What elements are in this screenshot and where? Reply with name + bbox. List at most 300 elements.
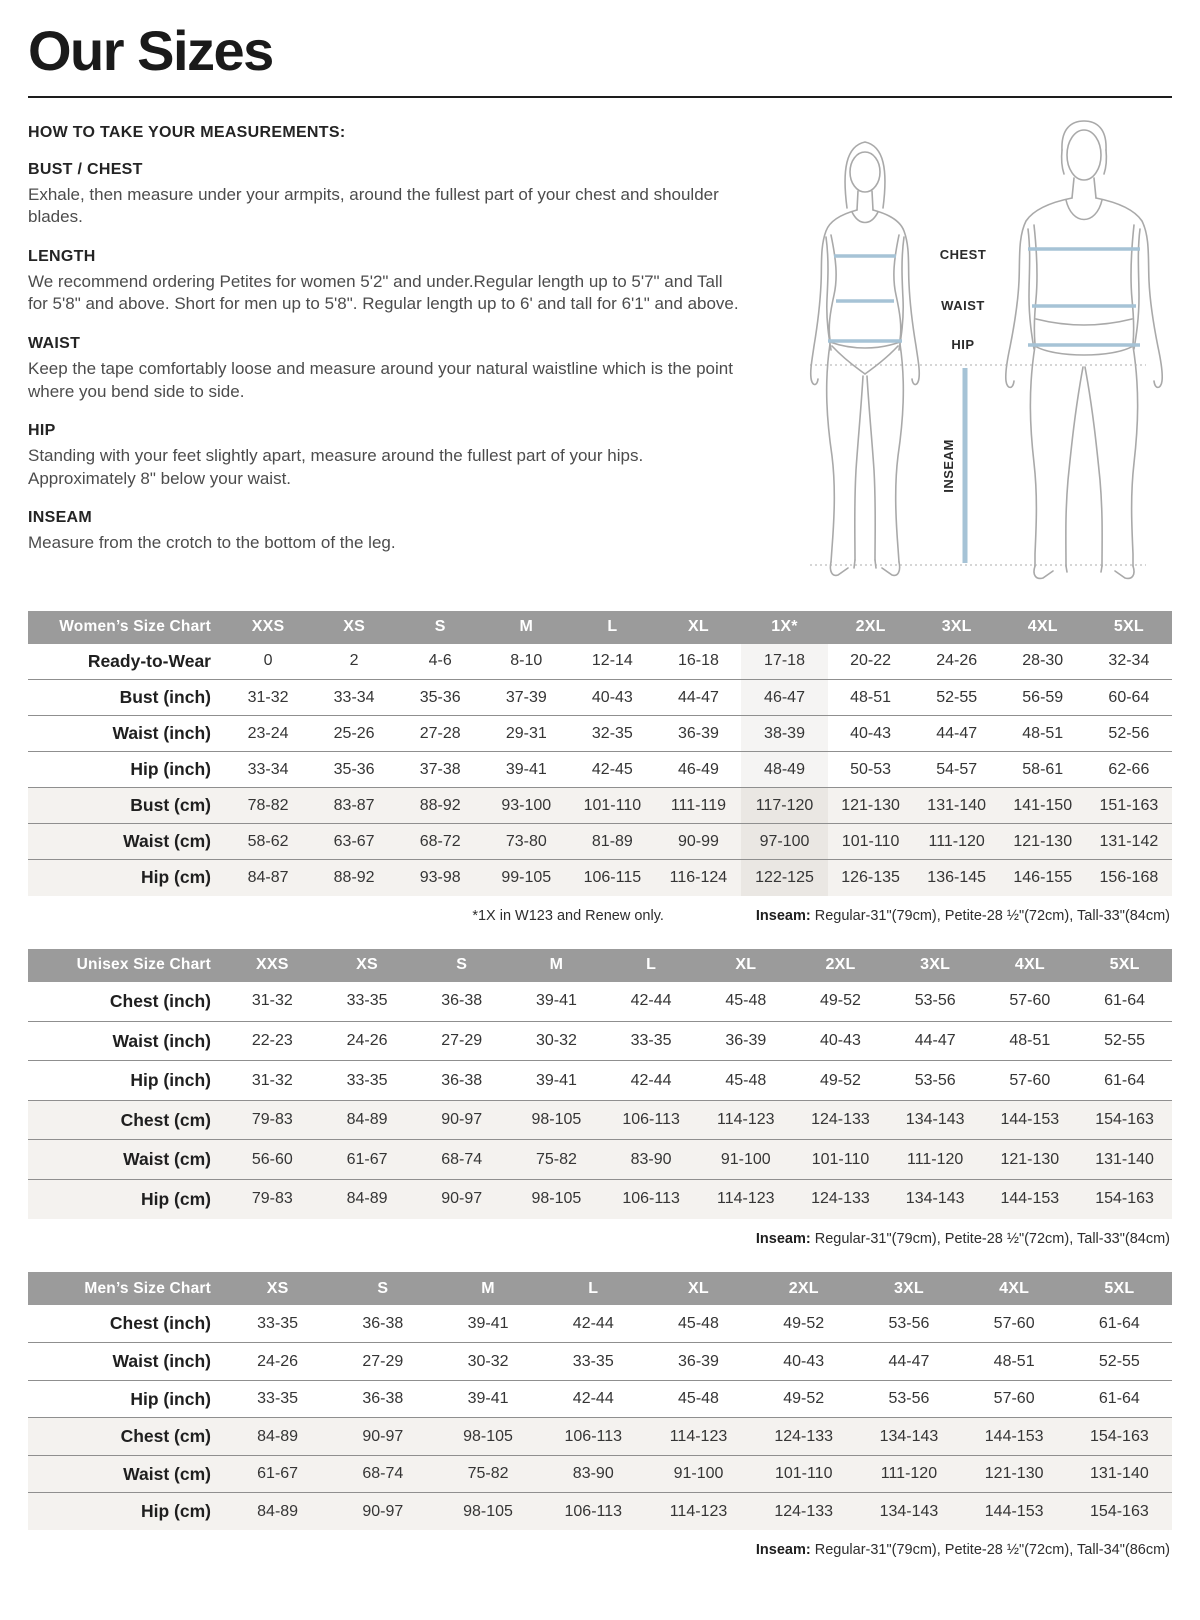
size-value-cell: 114-123 bbox=[646, 1418, 751, 1456]
size-value-cell: 31-32 bbox=[225, 680, 311, 716]
size-value-cell: 93-100 bbox=[483, 788, 569, 824]
size-value-cell: 33-35 bbox=[320, 1061, 415, 1101]
size-value-cell: 44-47 bbox=[888, 1021, 983, 1061]
size-column-header: 2XL bbox=[751, 1272, 856, 1305]
size-value-cell: 33-34 bbox=[311, 680, 397, 716]
size-value-cell: 121-130 bbox=[828, 788, 914, 824]
size-value-cell: 42-44 bbox=[604, 1061, 699, 1101]
size-value-cell: 90-97 bbox=[330, 1418, 435, 1456]
size-value-cell: 56-60 bbox=[225, 1140, 320, 1180]
size-value-cell: 49-52 bbox=[783, 1314, 825, 1332]
size-value-cell: 90-97 bbox=[330, 1493, 435, 1531]
size-value-cell: 46-49 bbox=[655, 752, 741, 788]
size-column-header: S bbox=[397, 611, 483, 644]
size-value-cell: 24-26 bbox=[320, 1021, 415, 1061]
size-value-cell: 90-99 bbox=[655, 824, 741, 860]
instruction-text: Exhale, then measure under your armpits, around the fullest part of your chest and shoulder blades. bbox=[28, 184, 719, 227]
size-value-cell: 60-64 bbox=[1086, 680, 1172, 716]
instructions-column bbox=[28, 122, 772, 555]
size-value-cell: 36-38 bbox=[362, 1314, 404, 1332]
size-column-header: M bbox=[509, 949, 604, 982]
size-value-cell: 12-14 bbox=[591, 652, 633, 670]
size-value-cell: 154-163 bbox=[1067, 1493, 1172, 1531]
size-value-cell: 99-105 bbox=[483, 860, 569, 896]
measurement-diagram-illustration bbox=[772, 118, 1172, 590]
size-value-cell: 42-44 bbox=[630, 992, 672, 1010]
waist-label: WAIST bbox=[941, 297, 985, 313]
size-column-header: XS bbox=[311, 611, 397, 644]
size-guide-page bbox=[0, 20, 1200, 1560]
size-value-cell: 27-29 bbox=[414, 1021, 509, 1061]
size-value-cell: 29-31 bbox=[483, 716, 569, 752]
row-label-cell: Hip (inch) bbox=[28, 752, 225, 788]
size-value-cell: 36-39 bbox=[655, 716, 741, 752]
size-value-cell: 36-39 bbox=[646, 1343, 751, 1381]
size-value-cell: 40-43 bbox=[793, 1021, 888, 1061]
mens-size-chart-section bbox=[28, 1272, 1172, 1559]
size-value-cell: 131-142 bbox=[1086, 824, 1172, 860]
title-divider bbox=[28, 96, 1172, 98]
size-value-cell: 84-89 bbox=[225, 1418, 330, 1456]
size-value-cell: 134-143 bbox=[856, 1418, 961, 1456]
inseam-footnote-text: Regular-31"(79cm), Petite-28 ½"(72cm), Tall-34"(86cm) bbox=[810, 1542, 1170, 1559]
size-value-cell: 54-57 bbox=[914, 752, 1000, 788]
size-value-cell: 42-44 bbox=[572, 1314, 614, 1332]
size-value-cell: 144-153 bbox=[983, 1179, 1078, 1219]
row-label-cell: Chest (cm) bbox=[28, 1100, 225, 1140]
size-value-cell: 75-82 bbox=[435, 1455, 540, 1493]
instruction-text: Keep the tape comfortably loose and measure around your natural waistline which is the point where you bend side to side. bbox=[28, 359, 733, 401]
body-measurement-diagram bbox=[772, 118, 1172, 595]
size-value-cell: 101-110 bbox=[793, 1140, 888, 1180]
chest-label: CHEST bbox=[939, 246, 987, 262]
measurement-row bbox=[28, 680, 1172, 716]
table-header-row bbox=[28, 949, 1172, 982]
size-value-cell: 134-143 bbox=[888, 1179, 983, 1219]
size-value-cell: 49-52 bbox=[793, 1061, 888, 1101]
size-column-header: XS bbox=[320, 949, 415, 982]
size-value-cell: 90-97 bbox=[414, 1179, 509, 1219]
row-label-cell: Hip (cm) bbox=[28, 860, 225, 896]
size-value-cell: 58-62 bbox=[225, 824, 311, 860]
size-value-cell: 131-140 bbox=[1077, 1140, 1172, 1180]
size-value-cell: 46-47 bbox=[741, 680, 827, 716]
instruction-text: Measure from the crotch to the bottom of the leg. bbox=[28, 533, 396, 553]
size-value-cell: 45-48 bbox=[698, 1061, 793, 1101]
size-value-cell: 114-123 bbox=[646, 1493, 751, 1531]
size-column-header: 3XL bbox=[856, 1272, 961, 1305]
size-column-header: XS bbox=[225, 1272, 330, 1305]
measurement-row bbox=[28, 1021, 1172, 1061]
size-value-cell: 23-24 bbox=[225, 716, 311, 752]
size-value-cell: 131-140 bbox=[1067, 1455, 1172, 1493]
size-value-cell: 44-47 bbox=[914, 716, 1000, 752]
size-value-cell: 37-38 bbox=[397, 752, 483, 788]
size-value-cell: 144-153 bbox=[962, 1493, 1067, 1531]
size-value-cell: 31-32 bbox=[225, 1061, 320, 1101]
mens-size-chart-table bbox=[28, 1272, 1172, 1530]
size-value-cell: 8-10 bbox=[510, 652, 543, 670]
measurement-row bbox=[28, 860, 1172, 896]
size-value-cell: 84-89 bbox=[320, 1179, 415, 1219]
size-column-header: 4XL bbox=[962, 1272, 1067, 1305]
womens-size-chart-table bbox=[28, 611, 1172, 896]
size-value-cell: 0 bbox=[263, 652, 273, 670]
size-value-cell: 101-110 bbox=[569, 788, 655, 824]
size-value-cell: 45-48 bbox=[725, 992, 767, 1010]
inseam-footnote-label: Inseam: bbox=[755, 1230, 811, 1247]
row-label-cell: Waist (cm) bbox=[28, 1140, 225, 1180]
row-label-cell: Waist (cm) bbox=[28, 1455, 225, 1493]
size-column-header: 2XL bbox=[828, 611, 914, 644]
size-value-cell: 33-34 bbox=[225, 752, 311, 788]
table-title-cell: Men’s Size Chart bbox=[28, 1272, 225, 1305]
size-value-cell: 83-87 bbox=[311, 788, 397, 824]
measurement-row bbox=[28, 1418, 1172, 1456]
measurement-row bbox=[28, 1179, 1172, 1219]
size-value-cell: 68-74 bbox=[414, 1140, 509, 1180]
size-value-cell: 22-23 bbox=[225, 1021, 320, 1061]
size-value-cell: 98-105 bbox=[509, 1100, 604, 1140]
size-value-cell: 25-26 bbox=[311, 716, 397, 752]
size-value-cell: 106-113 bbox=[541, 1493, 646, 1531]
size-value-cell: 111-120 bbox=[888, 1140, 983, 1180]
size-column-header: M bbox=[435, 1272, 540, 1305]
size-value-cell: 79-83 bbox=[225, 1100, 320, 1140]
size-value-cell: 40-43 bbox=[751, 1343, 856, 1381]
size-value-cell: 52-56 bbox=[1086, 716, 1172, 752]
size-value-cell: 124-133 bbox=[793, 1179, 888, 1219]
size-value-cell: 39-41 bbox=[509, 1061, 604, 1101]
size-value-cell: 101-110 bbox=[751, 1455, 856, 1493]
measurement-row bbox=[28, 644, 1172, 680]
size-column-header: L bbox=[604, 949, 699, 982]
measurement-row bbox=[28, 1380, 1172, 1418]
measurement-row bbox=[28, 824, 1172, 860]
unisex-size-chart-table bbox=[28, 949, 1172, 1219]
size-value-cell: 62-66 bbox=[1086, 752, 1172, 788]
size-column-header: 3XL bbox=[888, 949, 983, 982]
measurement-row bbox=[28, 752, 1172, 788]
size-value-cell: 134-143 bbox=[856, 1493, 961, 1531]
size-value-cell: 84-89 bbox=[225, 1493, 330, 1531]
size-column-header: 5XL bbox=[1077, 949, 1172, 982]
size-value-cell: 111-119 bbox=[655, 788, 741, 824]
size-value-cell: 134-143 bbox=[888, 1100, 983, 1140]
size-value-cell: 61-64 bbox=[1104, 992, 1146, 1010]
size-value-cell: 33-35 bbox=[604, 1021, 699, 1061]
table-header-row bbox=[28, 1272, 1172, 1305]
measurement-row bbox=[28, 1061, 1172, 1101]
instruction-bust-chest bbox=[28, 161, 752, 229]
instruction-label: WAIST bbox=[28, 335, 81, 353]
size-value-cell: 57-60 bbox=[962, 1380, 1067, 1418]
instruction-text: We recommend ordering Petites for women 5'2" and under.Regular length up to 5'7" and Tall for 5'8" and above. Short for men up to 5'8". Regular length up to 6' and tall for 6'1" and above. bbox=[28, 271, 739, 314]
size-value-cell: 27-29 bbox=[330, 1343, 435, 1381]
size-value-cell: 24-26 bbox=[936, 652, 978, 670]
measurement-instructions-section bbox=[28, 122, 1172, 595]
instructions-heading: HOW TO TAKE YOUR MEASUREMENTS: bbox=[28, 123, 346, 141]
size-value-cell: 124-133 bbox=[793, 1100, 888, 1140]
instruction-inseam bbox=[28, 509, 752, 555]
row-label-cell: Chest (inch) bbox=[109, 1313, 211, 1334]
size-value-cell: 32-34 bbox=[1108, 652, 1150, 670]
size-value-cell: 36-38 bbox=[414, 1061, 509, 1101]
instruction-waist bbox=[28, 335, 752, 403]
size-value-cell: 101-110 bbox=[828, 824, 914, 860]
instruction-label: HIP bbox=[28, 422, 56, 440]
size-value-cell: 45-48 bbox=[646, 1380, 751, 1418]
size-column-header: S bbox=[330, 1272, 435, 1305]
size-value-cell: 90-97 bbox=[414, 1100, 509, 1140]
size-value-cell: 39-41 bbox=[435, 1380, 540, 1418]
size-value-cell: 28-30 bbox=[1022, 652, 1064, 670]
measurement-row bbox=[28, 716, 1172, 752]
size-value-cell: 131-140 bbox=[914, 788, 1000, 824]
size-value-cell: 126-135 bbox=[828, 860, 914, 896]
dotted-reference-lines bbox=[810, 365, 1146, 565]
size-value-cell: 57-60 bbox=[993, 1314, 1035, 1332]
size-value-cell: 124-133 bbox=[751, 1418, 856, 1456]
row-label-cell: Chest (inch) bbox=[109, 990, 211, 1011]
size-value-cell: 144-153 bbox=[962, 1418, 1067, 1456]
size-value-cell: 61-64 bbox=[1067, 1380, 1172, 1418]
size-value-cell: 61-67 bbox=[225, 1455, 330, 1493]
womens-size-chart-section bbox=[28, 611, 1172, 925]
size-value-cell: 75-82 bbox=[509, 1140, 604, 1180]
woman-figure bbox=[811, 142, 920, 575]
size-value-cell: 48-49 bbox=[741, 752, 827, 788]
size-value-cell: 154-163 bbox=[1077, 1100, 1172, 1140]
table-title-cell: Women’s Size Chart bbox=[28, 611, 225, 644]
size-value-cell: 48-51 bbox=[1000, 716, 1086, 752]
size-value-cell: 36-38 bbox=[441, 992, 483, 1010]
size-value-cell: 44-47 bbox=[655, 680, 741, 716]
size-value-cell: 37-39 bbox=[483, 680, 569, 716]
size-value-cell: 42-45 bbox=[569, 752, 655, 788]
size-value-cell: 35-36 bbox=[397, 680, 483, 716]
size-value-cell: 33-35 bbox=[346, 992, 388, 1010]
size-value-cell: 48-51 bbox=[983, 1021, 1078, 1061]
size-value-cell: 84-87 bbox=[225, 860, 311, 896]
size-value-cell: 154-163 bbox=[1067, 1418, 1172, 1456]
size-column-header: S bbox=[414, 949, 509, 982]
size-column-header: XXS bbox=[225, 611, 311, 644]
row-label-cell: Waist (cm) bbox=[28, 824, 225, 860]
size-value-cell: 88-92 bbox=[397, 788, 483, 824]
size-value-cell: 36-38 bbox=[330, 1380, 435, 1418]
size-value-cell: 151-163 bbox=[1086, 788, 1172, 824]
row-label-cell: Hip (inch) bbox=[28, 1380, 225, 1418]
size-value-cell: 30-32 bbox=[509, 1021, 604, 1061]
size-value-cell: 36-39 bbox=[698, 1021, 793, 1061]
hip-label: HIP bbox=[951, 336, 975, 352]
size-value-cell: 111-120 bbox=[856, 1455, 961, 1493]
footnote-inseam bbox=[756, 1231, 1170, 1248]
row-label-cell: Ready-to-Wear bbox=[87, 650, 211, 671]
size-value-cell: 33-35 bbox=[257, 1314, 299, 1332]
size-value-cell: 84-89 bbox=[320, 1100, 415, 1140]
size-value-cell: 57-60 bbox=[983, 1061, 1078, 1101]
size-value-cell: 83-90 bbox=[541, 1455, 646, 1493]
size-value-cell: 24-26 bbox=[225, 1343, 330, 1381]
size-value-cell: 57-60 bbox=[1009, 992, 1051, 1010]
size-value-cell: 93-98 bbox=[397, 860, 483, 896]
instruction-hip bbox=[28, 422, 752, 490]
size-value-cell: 154-163 bbox=[1077, 1179, 1172, 1219]
size-value-cell: 63-67 bbox=[311, 824, 397, 860]
row-label-cell: Bust (inch) bbox=[28, 680, 225, 716]
size-value-cell: 61-64 bbox=[1098, 1314, 1140, 1332]
size-value-cell: 121-130 bbox=[962, 1455, 1067, 1493]
instruction-text: Standing with your feet slightly apart, measure around the fullest part of your hips. Approximately 8" below your waist. bbox=[28, 446, 644, 488]
size-value-cell: 49-52 bbox=[820, 992, 861, 1010]
size-value-cell: 116-124 bbox=[655, 860, 741, 896]
size-value-cell: 35-36 bbox=[311, 752, 397, 788]
size-value-cell: 16-18 bbox=[677, 652, 719, 670]
size-value-cell: 31-32 bbox=[251, 992, 293, 1010]
footnote-inseam bbox=[756, 908, 1170, 925]
measurement-row bbox=[28, 1493, 1172, 1531]
size-value-cell: 88-92 bbox=[311, 860, 397, 896]
size-value-cell: 79-83 bbox=[225, 1179, 320, 1219]
row-label-cell: Hip (inch) bbox=[28, 1061, 225, 1101]
size-value-cell: 121-130 bbox=[983, 1140, 1078, 1180]
size-value-cell: 68-74 bbox=[330, 1455, 435, 1493]
size-value-cell: 27-28 bbox=[397, 716, 483, 752]
inseam-footnote-text: Regular-31"(79cm), Petite-28 ½"(72cm), Tall-33"(84cm) bbox=[810, 907, 1170, 924]
size-value-cell: 52-55 bbox=[1067, 1343, 1172, 1381]
size-value-cell: 4-6 bbox=[428, 652, 452, 670]
size-value-cell: 30-32 bbox=[435, 1343, 540, 1381]
size-column-header: XXS bbox=[225, 949, 320, 982]
size-value-cell: 53-56 bbox=[888, 1314, 930, 1332]
size-value-cell: 39-41 bbox=[483, 752, 569, 788]
size-value-cell: 91-100 bbox=[646, 1455, 751, 1493]
inseam-footnote-label: Inseam: bbox=[755, 1542, 811, 1559]
size-value-cell: 73-80 bbox=[483, 824, 569, 860]
instruction-label: LENGTH bbox=[28, 247, 96, 265]
size-value-cell: 33-35 bbox=[541, 1343, 646, 1381]
row-label-cell: Bust (cm) bbox=[28, 788, 225, 824]
size-column-header: XL bbox=[698, 949, 793, 982]
size-value-cell: 97-100 bbox=[741, 824, 827, 860]
size-value-cell: 53-56 bbox=[914, 992, 956, 1010]
inseam-label: INSEAM bbox=[941, 438, 956, 493]
size-column-header: 2XL bbox=[793, 949, 888, 982]
size-column-header: 4XL bbox=[983, 949, 1078, 982]
size-column-header: 3XL bbox=[914, 611, 1000, 644]
size-value-cell: 56-59 bbox=[1000, 680, 1086, 716]
mens-table-footnotes bbox=[28, 1542, 1170, 1559]
size-column-header: XL bbox=[655, 611, 741, 644]
womens-table-footnotes bbox=[28, 908, 1170, 925]
size-column-header: L bbox=[569, 611, 655, 644]
size-value-cell: 146-155 bbox=[1000, 860, 1086, 896]
unisex-size-chart-section bbox=[28, 949, 1172, 1248]
size-value-cell: 114-123 bbox=[698, 1100, 793, 1140]
instruction-label: INSEAM bbox=[28, 509, 93, 527]
size-value-cell: 17-18 bbox=[741, 644, 827, 680]
size-value-cell: 58-61 bbox=[1000, 752, 1086, 788]
measurement-row bbox=[28, 1455, 1172, 1493]
size-value-cell: 44-47 bbox=[856, 1343, 961, 1381]
table-title-cell: Unisex Size Chart bbox=[28, 949, 225, 982]
size-value-cell: 48-51 bbox=[828, 680, 914, 716]
size-value-cell: 32-35 bbox=[569, 716, 655, 752]
measurement-row bbox=[28, 982, 1172, 1022]
measurement-row bbox=[28, 1100, 1172, 1140]
size-value-cell: 98-105 bbox=[509, 1179, 604, 1219]
size-value-cell: 40-43 bbox=[569, 680, 655, 716]
size-value-cell: 81-89 bbox=[569, 824, 655, 860]
size-value-cell: 2 bbox=[349, 652, 359, 670]
size-value-cell: 52-55 bbox=[914, 680, 1000, 716]
footnote-inseam bbox=[756, 1542, 1170, 1559]
size-value-cell: 42-44 bbox=[541, 1380, 646, 1418]
size-value-cell: 50-53 bbox=[828, 752, 914, 788]
inseam-footnote-label: Inseam: bbox=[755, 907, 811, 924]
size-value-cell: 39-41 bbox=[467, 1314, 509, 1332]
size-value-cell: 40-43 bbox=[828, 716, 914, 752]
size-value-cell: 106-115 bbox=[569, 860, 655, 896]
size-value-cell: 52-55 bbox=[1077, 1021, 1172, 1061]
row-label-cell: Waist (inch) bbox=[28, 1021, 225, 1061]
page-title: Our Sizes bbox=[28, 19, 273, 82]
size-value-cell: 68-72 bbox=[397, 824, 483, 860]
size-value-cell: 122-125 bbox=[741, 860, 827, 896]
measurement-row bbox=[28, 1343, 1172, 1381]
size-value-cell: 144-153 bbox=[983, 1100, 1078, 1140]
size-value-cell: 39-41 bbox=[535, 992, 577, 1010]
size-value-cell: 98-105 bbox=[435, 1418, 540, 1456]
size-value-cell: 38-39 bbox=[741, 716, 827, 752]
instruction-label: BUST / CHEST bbox=[28, 160, 143, 178]
size-value-cell: 53-56 bbox=[888, 1061, 983, 1101]
measurement-row bbox=[28, 1305, 1172, 1343]
size-value-cell: 61-67 bbox=[320, 1140, 415, 1180]
row-label-cell: Waist (inch) bbox=[28, 716, 225, 752]
size-value-cell: 49-52 bbox=[751, 1380, 856, 1418]
size-column-header: XL bbox=[646, 1272, 751, 1305]
instruction-length bbox=[28, 248, 752, 316]
size-column-header: 4XL bbox=[1000, 611, 1086, 644]
size-column-header: 5XL bbox=[1086, 611, 1172, 644]
size-value-cell: 91-100 bbox=[698, 1140, 793, 1180]
size-value-cell: 61-64 bbox=[1077, 1061, 1172, 1101]
inseam-footnote-text: Regular-31"(79cm), Petite-28 ½"(72cm), Tall-33"(84cm) bbox=[810, 1230, 1170, 1247]
size-value-cell: 117-120 bbox=[741, 788, 827, 824]
row-label-cell: Waist (inch) bbox=[28, 1343, 225, 1381]
size-value-cell: 45-48 bbox=[678, 1314, 719, 1332]
measurement-row bbox=[28, 788, 1172, 824]
size-value-cell: 106-113 bbox=[541, 1418, 646, 1456]
footnote-1x: *1X in W123 and Renew only. bbox=[472, 907, 664, 924]
size-value-cell: 111-120 bbox=[914, 824, 1000, 860]
man-figure bbox=[1006, 121, 1163, 578]
size-value-cell: 98-105 bbox=[435, 1493, 540, 1531]
size-value-cell: 33-35 bbox=[225, 1380, 330, 1418]
size-value-cell: 141-150 bbox=[1000, 788, 1086, 824]
table-header-row bbox=[28, 611, 1172, 644]
size-value-cell: 106-113 bbox=[604, 1179, 699, 1219]
row-label-cell: Chest (cm) bbox=[28, 1418, 225, 1456]
unisex-table-footnotes bbox=[28, 1231, 1170, 1248]
size-column-header: 5XL bbox=[1067, 1272, 1172, 1305]
row-label-cell: Hip (cm) bbox=[28, 1179, 225, 1219]
measurement-row bbox=[28, 1140, 1172, 1180]
size-value-cell: 156-168 bbox=[1086, 860, 1172, 896]
